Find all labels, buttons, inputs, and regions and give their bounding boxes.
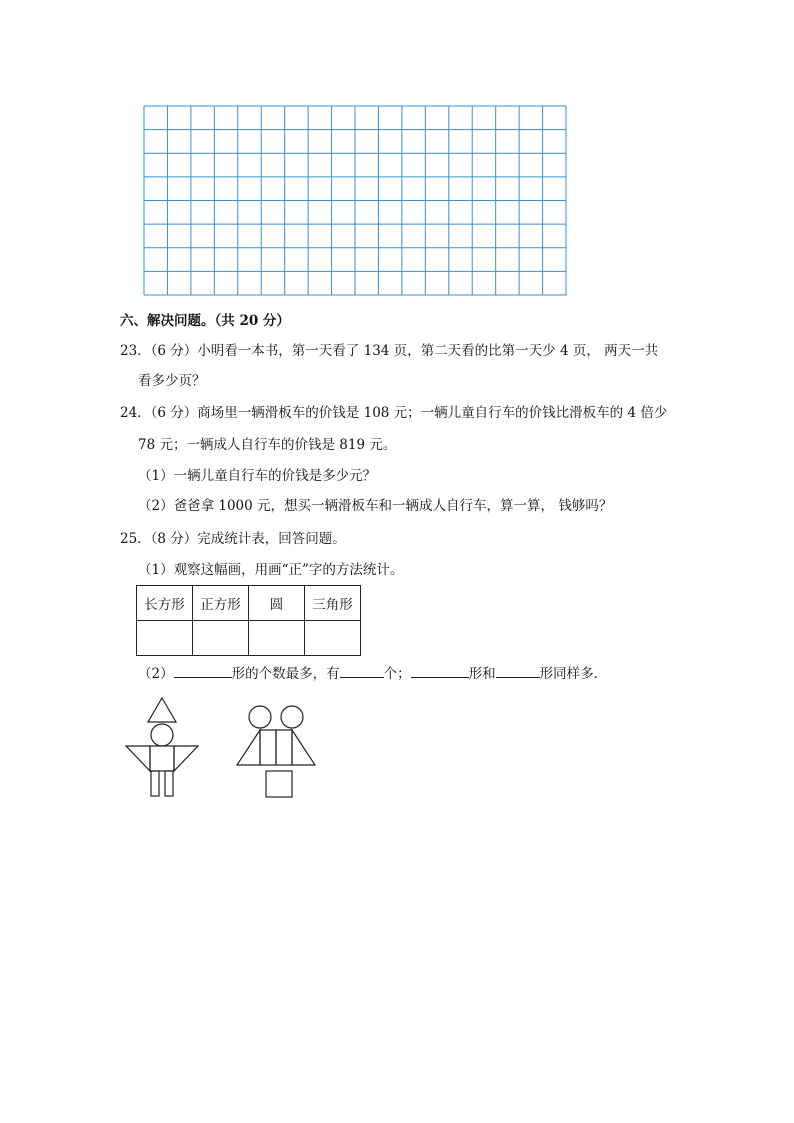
cell-square[interactable] xyxy=(193,621,249,656)
header-square: 正方形 xyxy=(193,586,249,621)
sub2-prefix: （2） xyxy=(138,666,174,682)
question-24-line1: 24．（6 分）商场里一辆滑板车的价钱是 108 元；一辆儿童自行车的价钱比滑板车的 4 倍少 xyxy=(120,405,668,421)
shape-figure-person xyxy=(120,695,210,805)
header-rectangle: 长方形 xyxy=(137,586,193,621)
question-24-sub2: （2）爸爸拿 1000 元，想买一辆滑板车和一辆成人自行车，算一算， 钱够吗？ xyxy=(138,498,613,514)
right-rect xyxy=(276,730,292,765)
sub2-part1: 形的个数最多，有 xyxy=(231,666,340,682)
sub2-part2: 个； xyxy=(383,666,411,682)
blank-most-count[interactable] xyxy=(340,663,384,678)
right-arm-triangle xyxy=(174,746,198,771)
shape-figure-pair xyxy=(232,700,322,805)
tally-table xyxy=(136,585,361,656)
head-circle xyxy=(151,724,173,746)
right-leg-rect xyxy=(165,771,173,796)
table-answer-row xyxy=(137,621,361,656)
header-circle: 圆 xyxy=(249,586,305,621)
cell-rectangle[interactable] xyxy=(137,621,193,656)
cell-circle[interactable] xyxy=(249,621,305,656)
bottom-square xyxy=(266,771,292,797)
left-head-circle xyxy=(249,706,271,728)
question-24-sub1: （1）一辆儿童自行车的价钱是多少元？ xyxy=(138,468,377,484)
blank-same-shape-2[interactable] xyxy=(496,663,540,678)
left-leg-rect xyxy=(151,771,159,796)
left-rect xyxy=(260,730,276,765)
sub2-part4: 形同样多． xyxy=(539,666,608,682)
header-triangle: 三角形 xyxy=(305,586,361,621)
question-24-line2: 78 元；一辆成人自行车的价钱是 819 元。 xyxy=(138,437,397,453)
right-triangle xyxy=(292,730,315,765)
blank-most-shape[interactable] xyxy=(174,663,232,678)
cell-triangle[interactable] xyxy=(305,621,361,656)
right-head-circle xyxy=(281,706,303,728)
sub2-part3: 形和 xyxy=(468,666,496,682)
question-25-sub1: （1）观察这幅画，用画“正”字的方法统计。 xyxy=(138,562,404,578)
question-23-line1: 23．（6 分）小明看一本书，第一天看了 134 页，第二天看的比第一天少 4 页， 两天一共 xyxy=(120,343,659,359)
left-arm-triangle xyxy=(126,746,150,771)
question-25-line1: 25．（8 分）完成统计表，回答问题。 xyxy=(120,531,346,547)
question-25-sub2 xyxy=(138,663,607,683)
table-header-row xyxy=(137,586,361,621)
body-square xyxy=(150,746,174,771)
question-23-line2: 看多少页？ xyxy=(138,373,206,389)
blank-same-shape-1[interactable] xyxy=(411,663,469,678)
hat-triangle xyxy=(148,698,176,722)
answer-grid xyxy=(143,105,567,296)
left-triangle xyxy=(237,730,260,765)
section-title: 六、解决问题。（共 20 分） xyxy=(120,313,290,329)
